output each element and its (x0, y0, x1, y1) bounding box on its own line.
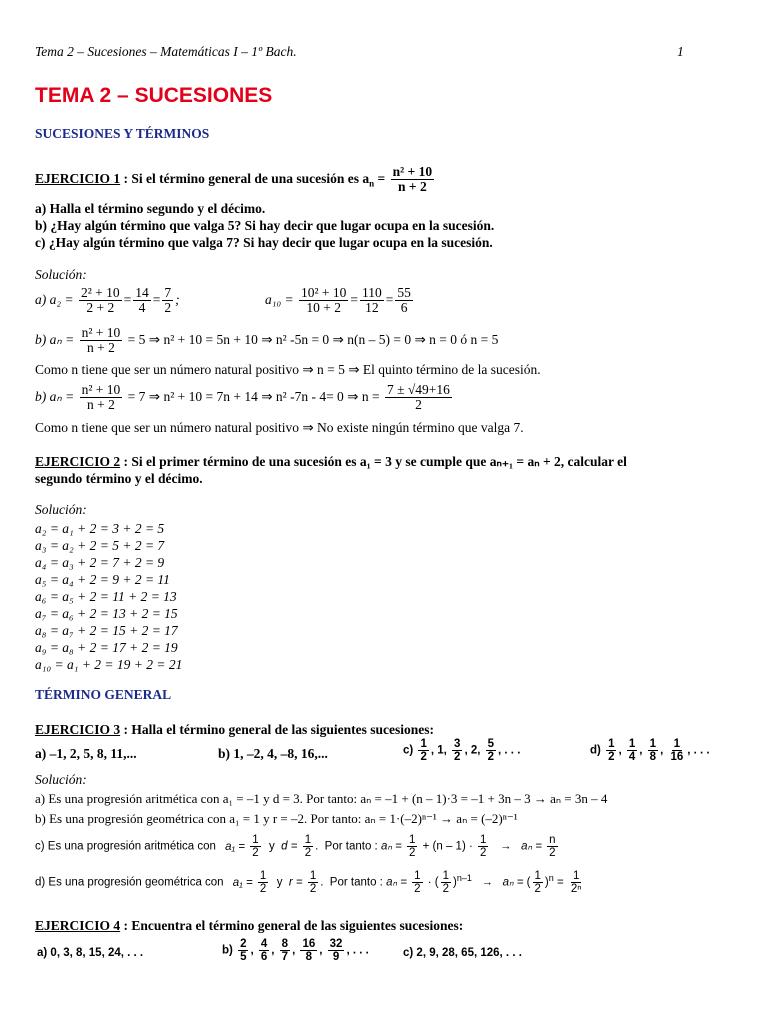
fraction (418, 738, 428, 763)
solution-c (35, 383, 454, 412)
fraction (547, 834, 557, 859)
exercise-label: EJERCICIO 2 (35, 454, 121, 469)
solution-label: Solución: (35, 772, 87, 787)
solution-3c: c) Es una progresión aritmética con a₁ = $\frac{1}{2}$ y d = $\frac{1}{2}$ . Por tanto : aₙ = $\frac{1}{2}$ + (n – 1) · $\frac{1}{2}$ → aₙ = $\frac{n}{2}$ (35, 834, 556, 860)
denominator: 2 (252, 847, 259, 860)
denominator: 6 (260, 951, 268, 964)
denominator: 2 (409, 847, 416, 860)
fraction (303, 834, 313, 859)
numerator: n (549, 834, 556, 846)
denominator: 2 (549, 847, 556, 860)
denominator: 2 (414, 883, 421, 896)
fraction (80, 326, 123, 355)
numerator: 1 (480, 834, 487, 846)
denominator: 2 (487, 751, 495, 764)
fraction (668, 738, 685, 763)
denominator: 2 (454, 751, 461, 764)
denominator: n + 2 (87, 397, 115, 413)
denominator: 8 (305, 951, 313, 964)
denominator: 2 (259, 883, 267, 896)
numerator: 1 (252, 834, 259, 846)
formula: a₁ = (232, 876, 253, 889)
denominator: 6 (400, 300, 408, 316)
numerator: 1 (304, 834, 312, 846)
solution-label: Solución: (35, 502, 87, 517)
exercise-1-item-c: c) ¿Hay algún término que valga 7? Si hay decir que lugar ocupa en la sucesión. (35, 235, 493, 250)
fraction (627, 738, 637, 763)
denominator: 12 (365, 300, 379, 316)
recurrence-line: a₉ = a₈ + 2 = 17 + 2 = 19 (35, 640, 178, 655)
exercise-text: : Halla el término general de las siguientes sucesiones: (123, 722, 434, 737)
numerator: 32 (329, 938, 343, 950)
page-title: TEMA 2 – SUCESIONES (35, 84, 273, 107)
numerator: 1 (608, 738, 615, 750)
page-header: Tema 2 – Sucesiones – Matemáticas I – 1º Bach. (35, 44, 297, 59)
denominator: 2 (608, 751, 615, 764)
numerator: 8 (281, 938, 289, 950)
numerator: n² + 10 (81, 325, 121, 340)
exercise-text: : Encuentra el término general de las siguientes sucesiones: (123, 918, 464, 933)
fraction (259, 938, 269, 963)
denominator: 2 + 2 (86, 300, 115, 316)
section-heading: TÉRMINO GENERAL (35, 687, 172, 702)
option-letter: d) (590, 744, 601, 757)
fraction (407, 834, 417, 859)
numerator: 1 (649, 738, 657, 750)
solution-b (35, 326, 498, 355)
exercise-4-option-a: a) 0, 3, 8, 15, 24, . . . (37, 947, 144, 959)
numerator: 1 (259, 870, 267, 882)
exercise-2-statement (35, 454, 627, 470)
fraction (478, 834, 488, 859)
numerator: 1 (309, 870, 317, 882)
numerator: 1 (673, 738, 681, 750)
denominator: 7 (281, 951, 289, 964)
formula: aₙ = (521, 840, 542, 853)
fraction (328, 938, 345, 963)
numerator: 5 (487, 738, 495, 750)
solution-3d: d) Es una progresión geométrica con a₁ = $\frac{1}{2}$ y r = $\frac{1}{2}$ . Por tanto : aₙ = $\frac{1}{2}$ · ( $\frac{1}{2}$ )$^{n-1}$ → aₙ = ( $\frac{1}{2}$ )$^n$ = $\frac{1}{\text{2ⁿ}}$ (35, 870, 582, 896)
numerator: n² + 10 (392, 164, 433, 179)
fraction (648, 738, 658, 763)
numerator: 16 (302, 938, 316, 950)
fraction (280, 938, 290, 963)
recurrence-line: a₅ = a₄ + 2 = 9 + 2 = 11 (35, 572, 170, 587)
exercise-1-item-a: a) Halla el término segundo y el décimo. (35, 201, 266, 216)
recurrence-line: a₇ = a₆ + 2 = 13 + 2 = 15 (35, 606, 178, 621)
denominator: n + 2 (398, 179, 427, 195)
numerator: 10² + 10 (301, 285, 347, 300)
numerator: 1 (442, 870, 450, 882)
fraction (569, 870, 584, 895)
exercise-text: : Si el término general de una sucesión es a (123, 170, 370, 186)
option-letter: b) (222, 944, 233, 957)
numerator: 2 (240, 938, 247, 950)
exercise-4-statement (35, 918, 463, 934)
fraction (606, 738, 616, 763)
exercise-3-statement (35, 722, 434, 738)
formula: r = (288, 876, 303, 889)
numerator: 1 (628, 738, 636, 750)
formula: aₙ = (380, 840, 402, 853)
exercise-1-item-b: b) ¿Hay algún término que valga 5? Si hay decir que lugar ocupa en la sucesión. (35, 218, 495, 233)
term-an: b) aₙ = (35, 331, 75, 347)
exercise-4-option-b: b) $\frac{2}{5}$ , $\frac{4}{6}$ , $\frac{8}{7}$ , $\frac{16}{8}$ , $\frac{32}{9}$ , . . . (222, 938, 369, 964)
fraction (486, 738, 496, 763)
denominator: n + 2 (87, 340, 115, 356)
solution-a: a) a₂ = $\frac{\text{2² + 10}}{2 + 2}$ = $\frac{14}{4}$ = $\frac{7}{2}$ ; (35, 285, 180, 316)
denominator: 16 (670, 751, 684, 764)
exercise-3-option-d: d) $\frac{1}{2}$ , $\frac{1}{4}$ , $\frac{1}{8}$ , $\frac{1}{16}$ , . . . (590, 738, 710, 764)
denominator: 2 (415, 397, 422, 413)
recurrence-line: a₃ = a₂ + 2 = 5 + 2 = 7 (35, 538, 165, 553)
exercise-3-option-b: b) 1, –2, 4, –8, 16,... (218, 746, 328, 761)
recurrence-line: a₁₀ = a₁ + 2 = 19 + 2 = 21 (35, 657, 183, 672)
denominator: 8 (649, 751, 657, 764)
fraction (385, 383, 452, 412)
denominator: 2ⁿ (570, 883, 582, 896)
fraction (452, 738, 462, 763)
fraction (395, 286, 413, 315)
denominator: 2 (480, 847, 487, 860)
equation: = 7 ⇒ n² + 10 = 7n + 14 ⇒ n² -7n - 4= 0 ⇒ n = (127, 388, 380, 404)
denominator: 2 (420, 751, 427, 764)
exercise-4-option-c: c) 2, 9, 28, 65, 126, . . . (403, 947, 522, 959)
numerator: 1 (414, 870, 421, 882)
fraction (299, 286, 348, 315)
equals: = (374, 170, 386, 186)
fraction (133, 286, 151, 315)
numerator: 14 (135, 285, 149, 300)
exercise-3-option-a: a) –1, 2, 5, 8, 11,... (35, 746, 137, 761)
section-heading: SUCESIONES Y TÉRMINOS (35, 126, 210, 141)
recurrence-line: a₄ = a₃ + 2 = 7 + 2 = 9 (35, 555, 165, 570)
fraction (300, 938, 317, 963)
numerator: n² + 10 (81, 382, 121, 397)
exercise-label: EJERCICIO 4 (35, 918, 121, 933)
equation: = 5 ⇒ n² + 10 = 5n + 10 ⇒ n² -5n = 0 ⇒ n(n – 5) = 0 ⇒ n = 0 ó n = 5 (127, 331, 499, 347)
recurrence-line: a₂ = a₁ + 2 = 3 + 2 = 5 (35, 521, 165, 536)
fraction (412, 870, 422, 895)
option-letter: c) (403, 744, 414, 757)
term-a10: a₁₀ = (265, 291, 294, 307)
solution-a10: a₁₀ = $\frac{\text{10² + 10}}{10 + 2}$ = $\frac{110}{12}$ = $\frac{55}{6}$ (265, 285, 411, 316)
formula: d = (281, 840, 298, 853)
page-number: 1 (677, 44, 684, 59)
denominator: 2 (304, 847, 312, 860)
fraction (533, 870, 543, 895)
exercise-label: EJERCICIO 3 (35, 722, 121, 737)
denominator: 5 (240, 951, 247, 964)
fraction (391, 165, 435, 194)
term-a2: a) a₂ = (35, 291, 74, 307)
numerator: 7 ± √49+16 (386, 382, 450, 397)
term-an: b) aₙ = (35, 388, 75, 404)
exercise-2-statement-cont: segundo término y el décimo. (35, 471, 203, 486)
subscript: n (369, 178, 375, 189)
formula: a₁ = (225, 840, 246, 853)
exercise-text: : Si el primer término de una sucesión es a₁ = 3 y se cumple que aₙ₊₁ = aₙ + 2, calcular el (123, 454, 627, 469)
fraction (308, 870, 318, 895)
denominator: 2 (534, 883, 541, 896)
fraction (441, 870, 451, 895)
numerator: 1 (420, 738, 427, 750)
numerator: 55 (397, 285, 411, 300)
exercise-3-option-c: c) $\frac{1}{2}$ , 1, $\frac{3}{2}$ , 2, $\frac{5}{2}$ , . . . (403, 738, 521, 764)
solution-3a: a) Es una progresión aritmética con a₁ = –1 y d = 3. Por tanto: aₙ = –1 + (n – 1)·3 = –1 + 3n – 3 → aₙ = 3n – 4 (35, 791, 608, 806)
numerator: 7 (164, 285, 172, 300)
denominator: 2 (309, 883, 317, 896)
solution-3b: b) Es una progresión geométrica con a₁ = 1 y r = –2. Por tanto: aₙ = 1·(–2)ⁿ⁻¹ → aₙ = (–2)ⁿ⁻¹ (35, 811, 518, 826)
formula: aₙ = (386, 876, 407, 889)
fraction (258, 870, 268, 895)
numerator: 110 (362, 285, 382, 300)
semicolon: ; (175, 291, 180, 307)
solution-c-conclusion: Como n tiene que ser un número natural positivo ⇒ No existe ningún término que valga 7. (35, 420, 524, 435)
numerator: 3 (454, 738, 461, 750)
numerator: 1 (534, 870, 541, 882)
exercise-1-statement (35, 165, 436, 194)
recurrence-line: a₈ = a₇ + 2 = 15 + 2 = 17 (35, 623, 178, 638)
denominator: 4 (138, 300, 146, 316)
solution-label: Solución: (35, 267, 87, 282)
denominator: 9 (332, 951, 340, 964)
denominator: 4 (628, 751, 636, 764)
numerator: 1 (572, 870, 580, 882)
fraction (162, 286, 173, 315)
fraction (238, 938, 248, 963)
fraction (80, 383, 123, 412)
denominator: 2 (164, 300, 172, 316)
numerator: 2² + 10 (80, 285, 120, 300)
formula: aₙ = (502, 876, 524, 889)
denominator: 10 + 2 (306, 300, 342, 316)
solution-text: d) Es una progresión geométrica con (35, 876, 224, 889)
numerator: 4 (260, 938, 268, 950)
fraction (79, 286, 122, 315)
fraction (250, 834, 260, 859)
exercise-label: EJERCICIO 1 (35, 170, 121, 186)
recurrence-line: a₆ = a₅ + 2 = 11 + 2 = 13 (35, 589, 177, 604)
denominator: 2 (442, 883, 450, 896)
numerator: 1 (409, 834, 416, 846)
solution-text: c) Es una progresión aritmética con (35, 840, 216, 853)
solution-b-conclusion: Como n tiene que ser un número natural positivo ⇒ n = 5 ⇒ El quinto término de la sucesión. (35, 362, 541, 377)
fraction (360, 286, 384, 315)
